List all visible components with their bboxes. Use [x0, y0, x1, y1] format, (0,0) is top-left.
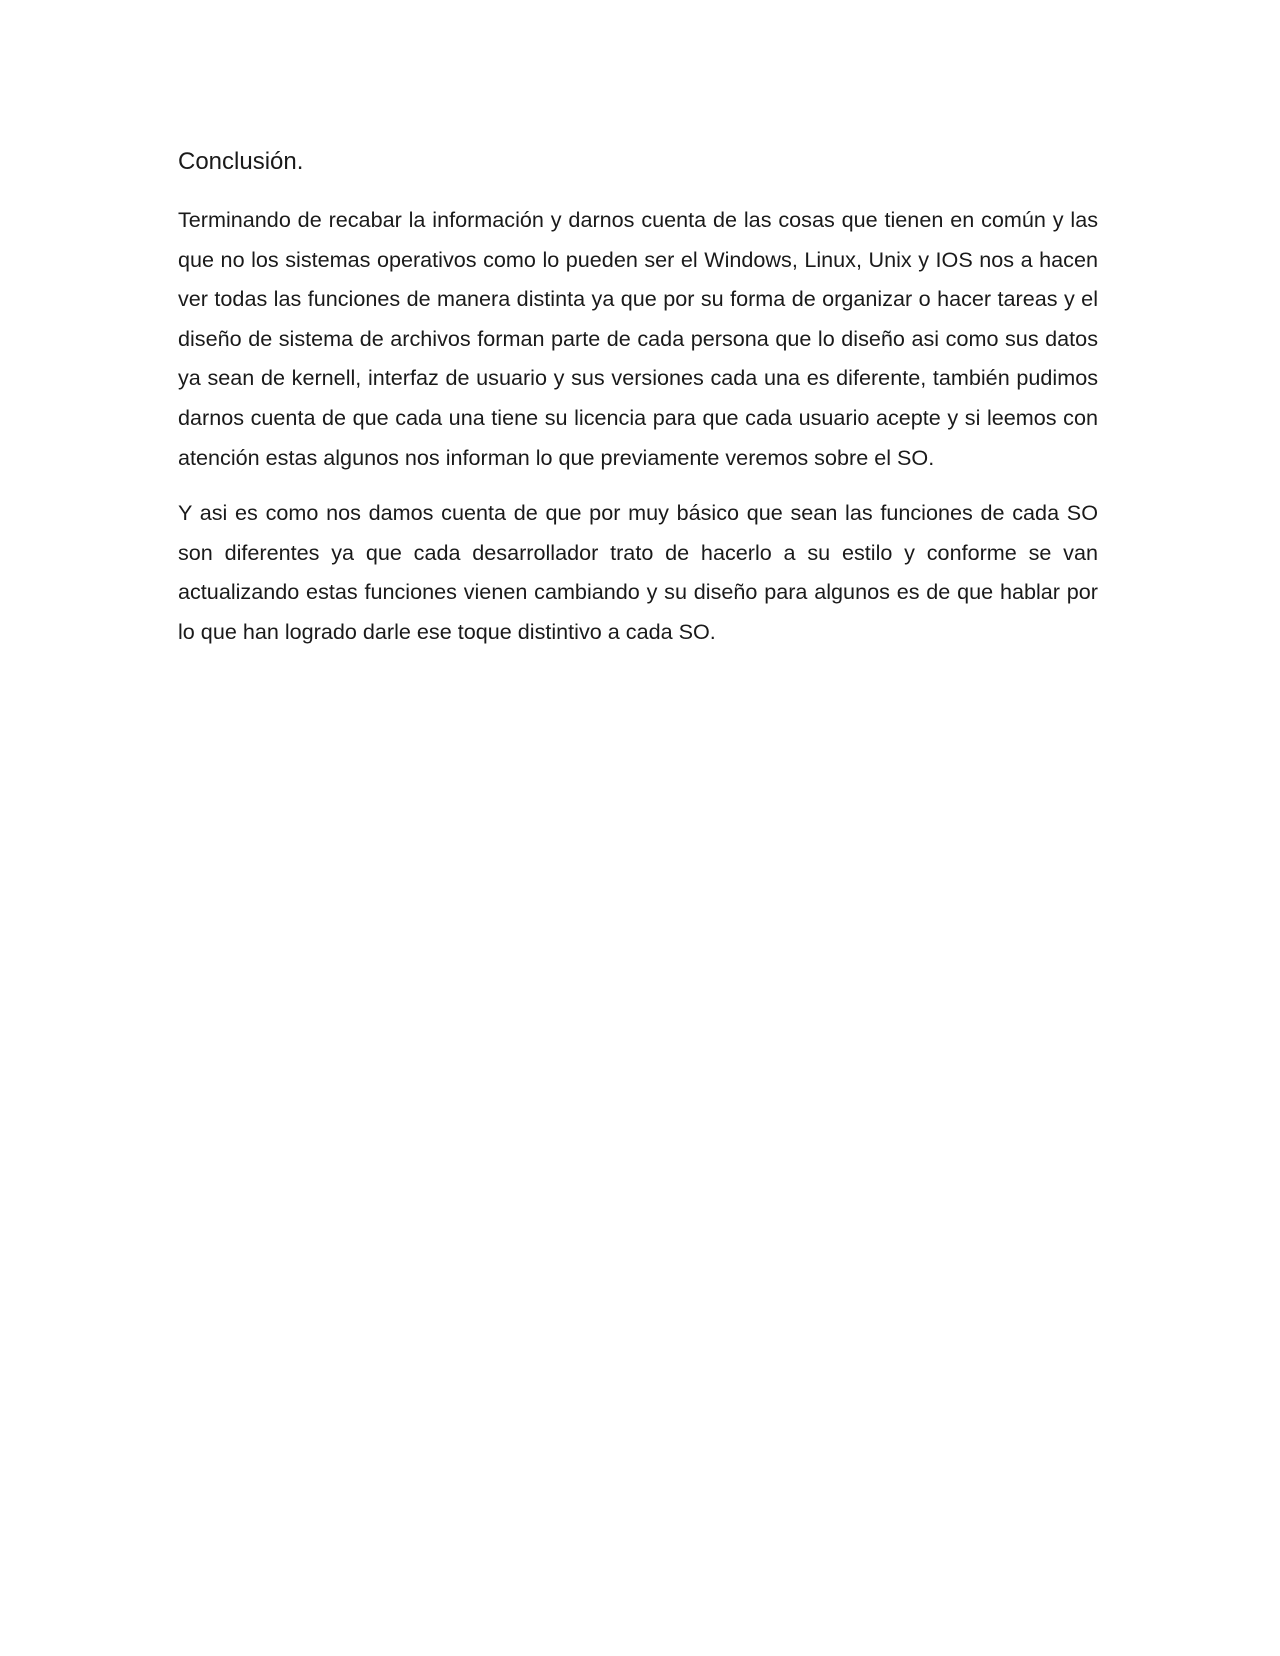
paragraph-1: Terminando de recabar la información y darnos cuenta de las cosas que tienen en común y las que no los sistemas operativos como lo pueden ser el Windows, Linux, Unix y IOS nos a hacen ver todas las funciones de manera distinta ya que por su forma de organizar o hacer tareas y el diseño de sistema de archivos forman parte de cada persona que lo diseño asi como sus datos ya sean de kernell, interfaz de usuario y sus versiones cada una es diferente, también pudimos darnos cuenta de que cada una tiene su licencia para que cada usuario acepte y si leemos con atención estas algunos nos informan lo que previamente veremos sobre el SO.	[178, 207, 1098, 470]
page-title: Conclusión.	[178, 148, 304, 175]
paragraph-2: Y asi es como nos damos cuenta de que por muy básico que sean las funciones de cada SO son diferentes ya que cada desarrollador trato de hacerlo a su estilo y conforme se van actualizando estas funciones vienen cambiando y su diseño para algunos es de que hablar por lo que han logrado darle ese toque distintivo a cada SO.	[178, 500, 1098, 644]
document-body	[178, 144, 1098, 668]
